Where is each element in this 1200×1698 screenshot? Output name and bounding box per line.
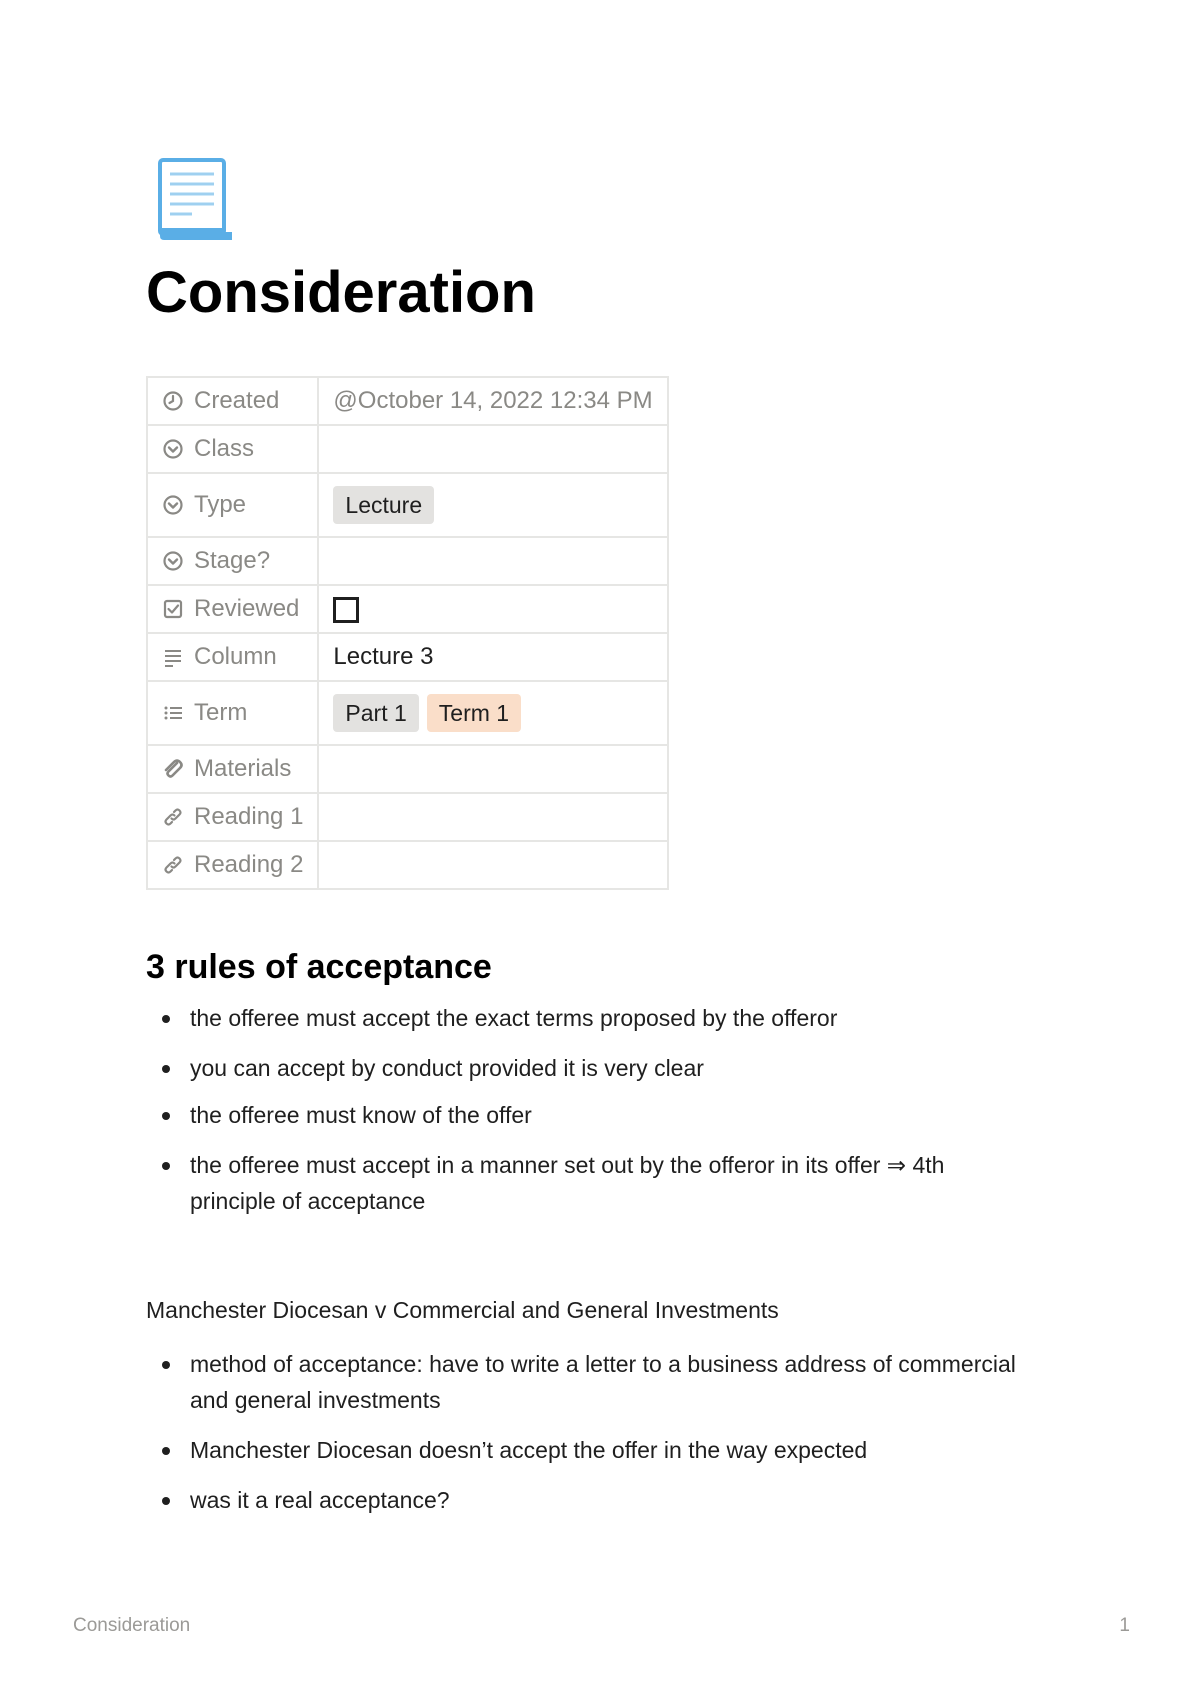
list-item: the offeree must accept in a manner set out by the offeror in its offer ⇒ 4th principle of acceptance xyxy=(146,1147,1026,1219)
property-value-reading-2[interactable] xyxy=(318,841,667,889)
property-row-reviewed xyxy=(147,585,668,633)
select-icon xyxy=(162,550,184,572)
tag-part-1[interactable]: Part 1 xyxy=(333,694,418,732)
property-key xyxy=(147,633,318,681)
list-item: Manchester Diocesan doesn’t accept the offer in the way expected xyxy=(146,1432,1026,1468)
tag-term-1[interactable]: Term 1 xyxy=(427,694,521,732)
case-notes-list xyxy=(146,1346,1026,1518)
multi-select-icon xyxy=(162,702,184,724)
property-label: Type xyxy=(194,491,247,518)
link-icon xyxy=(162,806,184,828)
property-value-class[interactable] xyxy=(318,425,667,473)
property-label: Created xyxy=(194,387,280,414)
property-value-term[interactable] xyxy=(318,681,667,745)
property-key xyxy=(147,745,318,793)
property-value-materials[interactable] xyxy=(318,745,667,793)
property-row-term xyxy=(147,681,668,745)
list-item: you can accept by conduct provided it is very clear xyxy=(146,1050,1026,1086)
property-key xyxy=(147,425,318,473)
property-row-stage xyxy=(147,537,668,585)
property-value-type[interactable] xyxy=(318,473,667,537)
acceptance-rules-list xyxy=(146,1000,1026,1219)
property-row-created xyxy=(147,377,668,425)
property-key xyxy=(147,841,318,889)
property-row-reading-2 xyxy=(147,841,668,889)
property-value-column[interactable] xyxy=(318,633,667,681)
reviewed-checkbox[interactable] xyxy=(333,597,359,623)
property-row-reading-1 xyxy=(147,793,668,841)
link-icon xyxy=(162,854,184,876)
page-title: Consideration xyxy=(146,260,536,325)
footer-title: Consideration xyxy=(73,1615,191,1636)
property-label: Stage? xyxy=(194,547,271,574)
property-label: Term xyxy=(194,699,248,726)
property-label: Materials xyxy=(194,755,292,782)
clock-icon xyxy=(162,390,184,412)
property-key xyxy=(147,537,318,585)
property-key xyxy=(147,681,318,745)
text-icon xyxy=(162,646,184,668)
checkbox-icon xyxy=(162,598,184,620)
select-icon xyxy=(162,494,184,516)
property-label: Reading 1 xyxy=(194,803,304,830)
footer-page-number: 1 xyxy=(1119,1615,1130,1636)
property-value-stage[interactable] xyxy=(318,537,667,585)
property-value-reviewed[interactable] xyxy=(318,585,667,633)
property-key xyxy=(147,473,318,537)
list-item: the offeree must know of the offer xyxy=(146,1097,1026,1133)
property-value-reading-1[interactable] xyxy=(318,793,667,841)
property-label: Reviewed xyxy=(194,595,300,622)
select-icon xyxy=(162,438,184,460)
property-label: Class xyxy=(194,435,255,462)
property-value-created[interactable] xyxy=(318,377,667,425)
property-row-class xyxy=(147,425,668,473)
list-item: was it a real acceptance? xyxy=(146,1482,1026,1518)
property-key xyxy=(147,585,318,633)
property-key xyxy=(147,377,318,425)
tag-lecture[interactable]: Lecture xyxy=(333,486,434,524)
property-value-text: @October 14, 2022 12:34 PM xyxy=(333,387,653,414)
property-row-column xyxy=(147,633,668,681)
property-value-text: Lecture 3 xyxy=(333,643,434,670)
property-key xyxy=(147,793,318,841)
list-item: the offeree must accept the exact terms proposed by the offeror xyxy=(146,1000,1026,1036)
property-row-materials xyxy=(147,745,668,793)
page-facing-up-icon xyxy=(158,158,234,242)
properties-table xyxy=(146,376,669,890)
property-row-type xyxy=(147,473,668,537)
property-label: Reading 2 xyxy=(194,851,304,878)
list-item: method of acceptance: have to write a letter to a business address of commercial and general investments xyxy=(146,1346,1026,1418)
property-label: Column xyxy=(194,643,277,670)
section-heading: 3 rules of acceptance xyxy=(146,948,492,986)
case-name-paragraph: Manchester Diocesan v Commercial and General Investments xyxy=(146,1297,779,1323)
attachment-icon xyxy=(162,758,184,780)
